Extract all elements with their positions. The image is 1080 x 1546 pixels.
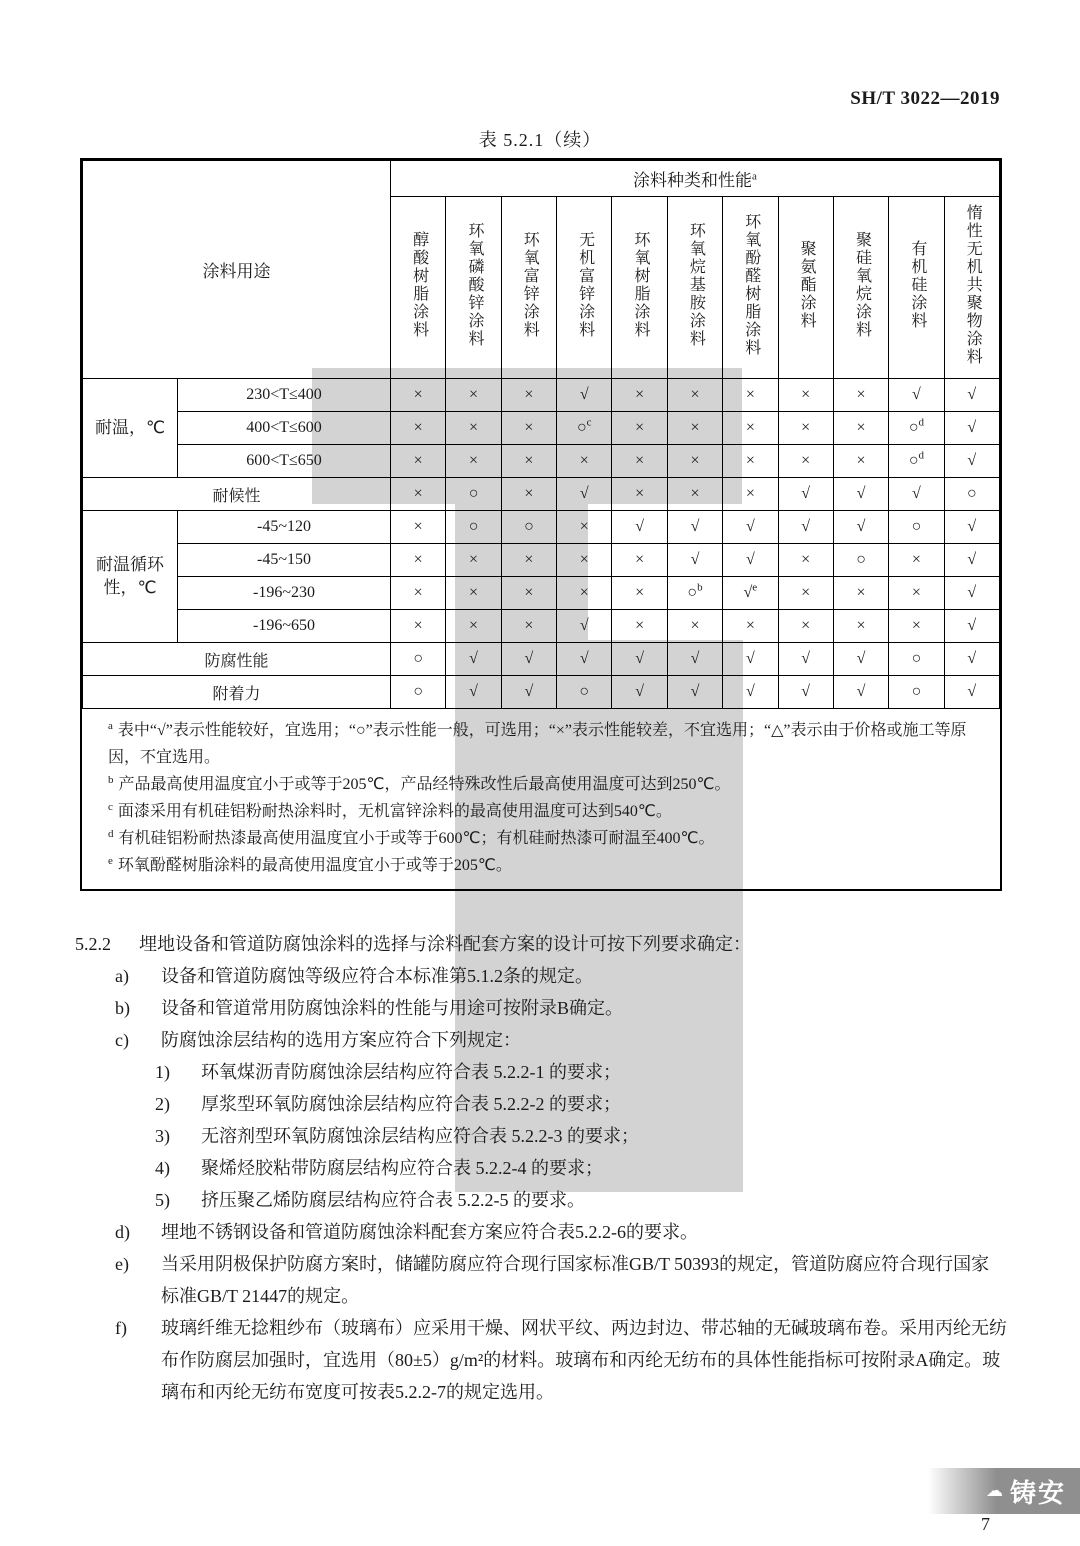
table-cell: √ — [833, 643, 888, 676]
column-header — [667, 197, 722, 379]
item-label: f) — [115, 1318, 127, 1338]
table-cell: √ — [612, 643, 667, 676]
list-item — [115, 1248, 1007, 1312]
page-number: 7 — [981, 1514, 990, 1534]
column-header-text: 环氧酚醛树脂涂料 — [742, 213, 760, 357]
item-label: 1) — [155, 1062, 170, 1082]
table-cell: √ — [667, 511, 722, 544]
table-cell: × — [446, 610, 501, 643]
column-header — [778, 197, 833, 379]
table-cell: √ — [612, 511, 667, 544]
table-cell: × — [612, 577, 667, 610]
table-cell: × — [557, 445, 612, 478]
table-cell: √ — [944, 577, 999, 610]
table-cell: ○ — [391, 643, 446, 676]
row-label: -196~650 — [178, 610, 391, 643]
table-header-row-1 — [83, 161, 1000, 197]
item-text: 设备和管道常用防腐蚀涂料的性能与用途可按附录B确定。 — [161, 998, 624, 1018]
column-header — [723, 197, 778, 379]
coatings-table-grid — [82, 160, 1000, 709]
table-cell: × — [667, 478, 722, 511]
table-cell: √ — [612, 676, 667, 709]
table-cell: × — [833, 577, 888, 610]
table-cell: √ — [778, 643, 833, 676]
table-cell: √ — [557, 379, 612, 412]
table-cell: × — [501, 412, 556, 445]
table-cell: × — [391, 478, 446, 511]
table-cell: √ — [723, 676, 778, 709]
table-cell: × — [557, 511, 612, 544]
table-cell: × — [833, 412, 888, 445]
table-row — [83, 379, 1000, 412]
row-label: -196~230 — [178, 577, 391, 610]
table-cell: × — [391, 577, 446, 610]
table-cell: √ — [446, 676, 501, 709]
table-cell: ○ — [889, 676, 944, 709]
table-cell: × — [446, 544, 501, 577]
table-cell: × — [557, 577, 612, 610]
table-cell: √$^e$ — [723, 577, 778, 610]
table-row — [83, 577, 1000, 610]
item-text: 埋地不锈钢设备和管道防腐蚀涂料配套方案应符合表5.2.2-6的要求。 — [161, 1222, 698, 1242]
table-cell: √ — [944, 412, 999, 445]
table-cell: √ — [833, 676, 888, 709]
table-cell: × — [778, 379, 833, 412]
column-header — [391, 197, 446, 379]
list-item — [115, 960, 1007, 992]
table-cell: √ — [501, 643, 556, 676]
table-cell: √ — [446, 643, 501, 676]
table-cell: √ — [944, 379, 999, 412]
table-cell: √ — [944, 676, 999, 709]
table-cell: × — [501, 577, 556, 610]
table-cell: ○ — [391, 676, 446, 709]
table-cell: √ — [557, 478, 612, 511]
table-cell: × — [391, 379, 446, 412]
row-label: 耐候性 — [83, 478, 391, 511]
table-cell: ○$^b$ — [667, 577, 722, 610]
footnote: $^b$ 产品最高使用温度宜小于或等于205℃，产品经特殊改性后最高使用温度可达到250℃。 — [108, 773, 731, 793]
item-label: b) — [115, 998, 130, 1018]
row-label: 600<T≤650 — [178, 445, 391, 478]
table-cell: × — [391, 511, 446, 544]
table-cell: × — [778, 412, 833, 445]
column-header-text: 聚氨酯涂料 — [798, 240, 816, 330]
table-title: 表 5.2.1（续） — [478, 130, 602, 150]
table-cell: × — [778, 445, 833, 478]
column-header-text: 有机硅涂料 — [908, 240, 926, 330]
table-cell: √ — [667, 643, 722, 676]
clause-item-list — [75, 960, 1007, 1408]
column-header — [944, 197, 999, 379]
table-cell: × — [612, 478, 667, 511]
row-group-label: 耐温，℃ — [83, 379, 178, 478]
footnote: $^a$ 表中“√”表示性能较好，宜选用；“○”表示性能一般，可选用；“×”表示性能较差，不宜选用；“△”表示由于价格或施工等原因，不宜选用。 — [108, 719, 967, 766]
column-header-text: 无机富锌涂料 — [576, 231, 594, 339]
table-cell: × — [667, 412, 722, 445]
table-cell: √ — [667, 676, 722, 709]
table-row — [83, 445, 1000, 478]
column-header — [833, 197, 888, 379]
table-cell: × — [612, 379, 667, 412]
table-cell: × — [667, 445, 722, 478]
footnote: $^d$ 有机硅铝粉耐热漆最高使用温度宜小于或等于600℃；有机硅耐热漆可耐温至400℃。 — [108, 827, 715, 847]
table-cell: ○ — [944, 478, 999, 511]
column-header-text: 醇酸树脂涂料 — [410, 231, 428, 339]
table-row — [83, 544, 1000, 577]
table-cell: × — [557, 544, 612, 577]
usage-header: 涂料用途 — [83, 161, 391, 379]
table-cell: √ — [944, 445, 999, 478]
list-item — [115, 992, 1007, 1024]
table-cell: × — [446, 445, 501, 478]
column-header — [501, 197, 556, 379]
table-cell: × — [723, 412, 778, 445]
coatings-table — [80, 158, 1002, 891]
item-text: 挤压聚乙烯防腐层结构应符合表 5.2.2-5 的要求。 — [201, 1190, 585, 1210]
table-cell: √ — [833, 511, 888, 544]
table-cell: × — [778, 610, 833, 643]
table-body — [83, 379, 1000, 709]
kinds-header-sup: a — [752, 170, 757, 183]
table-cell: × — [723, 610, 778, 643]
item-label: a) — [115, 966, 129, 986]
row-label: -45~150 — [178, 544, 391, 577]
clause-number: 5.2.2 — [75, 934, 111, 954]
table-cell: × — [833, 379, 888, 412]
footnote: $^e$ 环氧酚醛树脂涂料的最高使用温度宜小于或等于205℃。 — [108, 854, 512, 874]
table-cell: × — [612, 412, 667, 445]
column-header-text: 环氧树脂涂料 — [632, 231, 650, 339]
table-cell: × — [446, 577, 501, 610]
table-cell: √ — [501, 676, 556, 709]
table-cell: ○ — [889, 643, 944, 676]
item-label: 3) — [155, 1126, 170, 1146]
table-cell: × — [889, 544, 944, 577]
item-label: 4) — [155, 1158, 170, 1178]
table-cell: ○ — [501, 511, 556, 544]
row-label: -45~120 — [178, 511, 391, 544]
row-label: 400<T≤600 — [178, 412, 391, 445]
table-cell: × — [391, 445, 446, 478]
table-cell: × — [778, 544, 833, 577]
table-cell: √ — [944, 610, 999, 643]
table-cell: × — [501, 379, 556, 412]
sub-list-item — [115, 1120, 1007, 1152]
table-cell: × — [501, 544, 556, 577]
column-header-text: 惰性无机共聚物涂料 — [964, 204, 982, 366]
table-cell: × — [501, 478, 556, 511]
table-cell: × — [723, 379, 778, 412]
item-text: 防腐蚀涂层结构的选用方案应符合下列规定： — [161, 1030, 521, 1050]
sub-list-item — [115, 1056, 1007, 1088]
table-cell: × — [446, 412, 501, 445]
table-cell: √ — [723, 643, 778, 676]
table-cell: × — [723, 478, 778, 511]
sub-list-item — [115, 1152, 1007, 1184]
item-label: e) — [115, 1254, 129, 1274]
item-text: 厚浆型环氧防腐蚀涂层结构应符合表 5.2.2-2 的要求； — [201, 1094, 621, 1114]
table-cell: × — [833, 445, 888, 478]
table-cell: √ — [944, 544, 999, 577]
list-item — [115, 1024, 1007, 1056]
item-text: 玻璃纤维无捻粗纱布（玻璃布）应采用干燥、网状平纹、两边封边、带芯轴的无碱玻璃布卷。采用丙纶无纺布作防腐层加强时，宜选用（80±5）g/m²的材料。玻璃布和丙纶无纺布的具体性能指标可按附录A确定。玻璃布和丙纶无纺布宽度可按表5.2.2-7的规定选用。 — [161, 1318, 1007, 1402]
table-cell: ○$^d$ — [889, 412, 944, 445]
table-cell: × — [446, 379, 501, 412]
table-cell: × — [612, 610, 667, 643]
table-cell: ○ — [833, 544, 888, 577]
row-label: 附着力 — [83, 676, 391, 709]
table-cell: √ — [667, 544, 722, 577]
cloud-icon: ☁ — [985, 1481, 1003, 1500]
brand-logo — [928, 1468, 1080, 1514]
table-row — [83, 610, 1000, 643]
table-cell: ○ — [889, 511, 944, 544]
table-cell: √ — [557, 610, 612, 643]
table-cell: √ — [723, 511, 778, 544]
item-text: 环氧煤沥青防腐蚀涂层结构应符合表 5.2.2-1 的要求； — [201, 1062, 621, 1082]
column-header-text: 环氧富锌涂料 — [521, 231, 539, 339]
table-cell: × — [391, 544, 446, 577]
item-label: 2) — [155, 1094, 170, 1114]
table-cell: × — [667, 379, 722, 412]
body-text — [75, 928, 1007, 1408]
list-item — [115, 1216, 1007, 1248]
table-cell: × — [501, 445, 556, 478]
table-cell: √ — [944, 643, 999, 676]
kinds-header — [391, 161, 1000, 197]
item-text: 当采用阴极保护防腐方案时，储罐防腐应符合现行国家标准GB/T 50393的规定，管道防腐应符合现行国家标准GB/T 21447的规定。 — [161, 1254, 990, 1306]
brand-logo-text: 铸安 — [1009, 1478, 1066, 1508]
table-footnotes — [82, 709, 1000, 889]
item-text: 设备和管道防腐蚀等级应符合本标准第5.1.2条的规定。 — [161, 966, 593, 986]
table-cell: ○ — [446, 478, 501, 511]
table-row — [83, 643, 1000, 676]
column-header — [446, 197, 501, 379]
table-row — [83, 478, 1000, 511]
list-item — [115, 1312, 1007, 1408]
item-label: 5) — [155, 1190, 170, 1210]
table-cell: √ — [944, 511, 999, 544]
table-cell: ○$^d$ — [889, 445, 944, 478]
table-cell: × — [501, 610, 556, 643]
table-cell: √ — [557, 643, 612, 676]
table-cell: √ — [889, 379, 944, 412]
row-group-label: 耐温循环性，℃ — [83, 511, 178, 643]
table-cell: √ — [723, 544, 778, 577]
table-cell: × — [889, 610, 944, 643]
table-cell: × — [723, 445, 778, 478]
table-cell: √ — [889, 478, 944, 511]
sub-list-item — [115, 1184, 1007, 1216]
table-cell: × — [778, 577, 833, 610]
table-cell: √ — [778, 478, 833, 511]
table-cell: ○$^c$ — [557, 412, 612, 445]
table-cell: × — [833, 610, 888, 643]
column-header — [612, 197, 667, 379]
item-text: 无溶剂型环氧防腐蚀涂层结构应符合表 5.2.2-3 的要求； — [201, 1126, 639, 1146]
table-cell: × — [612, 445, 667, 478]
column-header-text: 聚硅氧烷涂料 — [853, 231, 871, 339]
column-header — [889, 197, 944, 379]
column-header-text: 环氧烷基胺涂料 — [687, 222, 705, 348]
sub-list-item — [115, 1088, 1007, 1120]
clause-text: 埋地设备和管道防腐蚀涂料的选择与涂料配套方案的设计可按下列要求确定： — [139, 934, 751, 954]
table-row — [83, 412, 1000, 445]
table-cell: × — [391, 610, 446, 643]
column-header-text: 环氧磷酸锌涂料 — [465, 222, 483, 348]
doc-number: SH/T 3022—2019 — [850, 88, 1000, 109]
table-cell: √ — [778, 676, 833, 709]
table-cell: √ — [833, 478, 888, 511]
row-label: 230<T≤400 — [178, 379, 391, 412]
table-cell: ○ — [446, 511, 501, 544]
table-row — [83, 676, 1000, 709]
footnote: $^c$ 面漆采用有机硅铝粉耐热涂料时，无机富锌涂料的最高使用温度可达到540℃。 — [108, 800, 672, 820]
item-label: d) — [115, 1222, 130, 1242]
clause-5-2-2 — [75, 928, 1007, 960]
table-row — [83, 511, 1000, 544]
item-label: c) — [115, 1030, 129, 1050]
row-label: 防腐性能 — [83, 643, 391, 676]
kinds-header-text: 涂料种类和性能 — [633, 171, 753, 190]
table-cell: ○ — [557, 676, 612, 709]
table-cell: × — [391, 412, 446, 445]
table-cell: × — [889, 577, 944, 610]
item-text: 聚烯烃胶粘带防腐层结构应符合表 5.2.2-4 的要求； — [201, 1158, 603, 1178]
table-cell: √ — [778, 511, 833, 544]
table-cell: × — [612, 544, 667, 577]
table-cell: × — [667, 610, 722, 643]
column-header — [557, 197, 612, 379]
